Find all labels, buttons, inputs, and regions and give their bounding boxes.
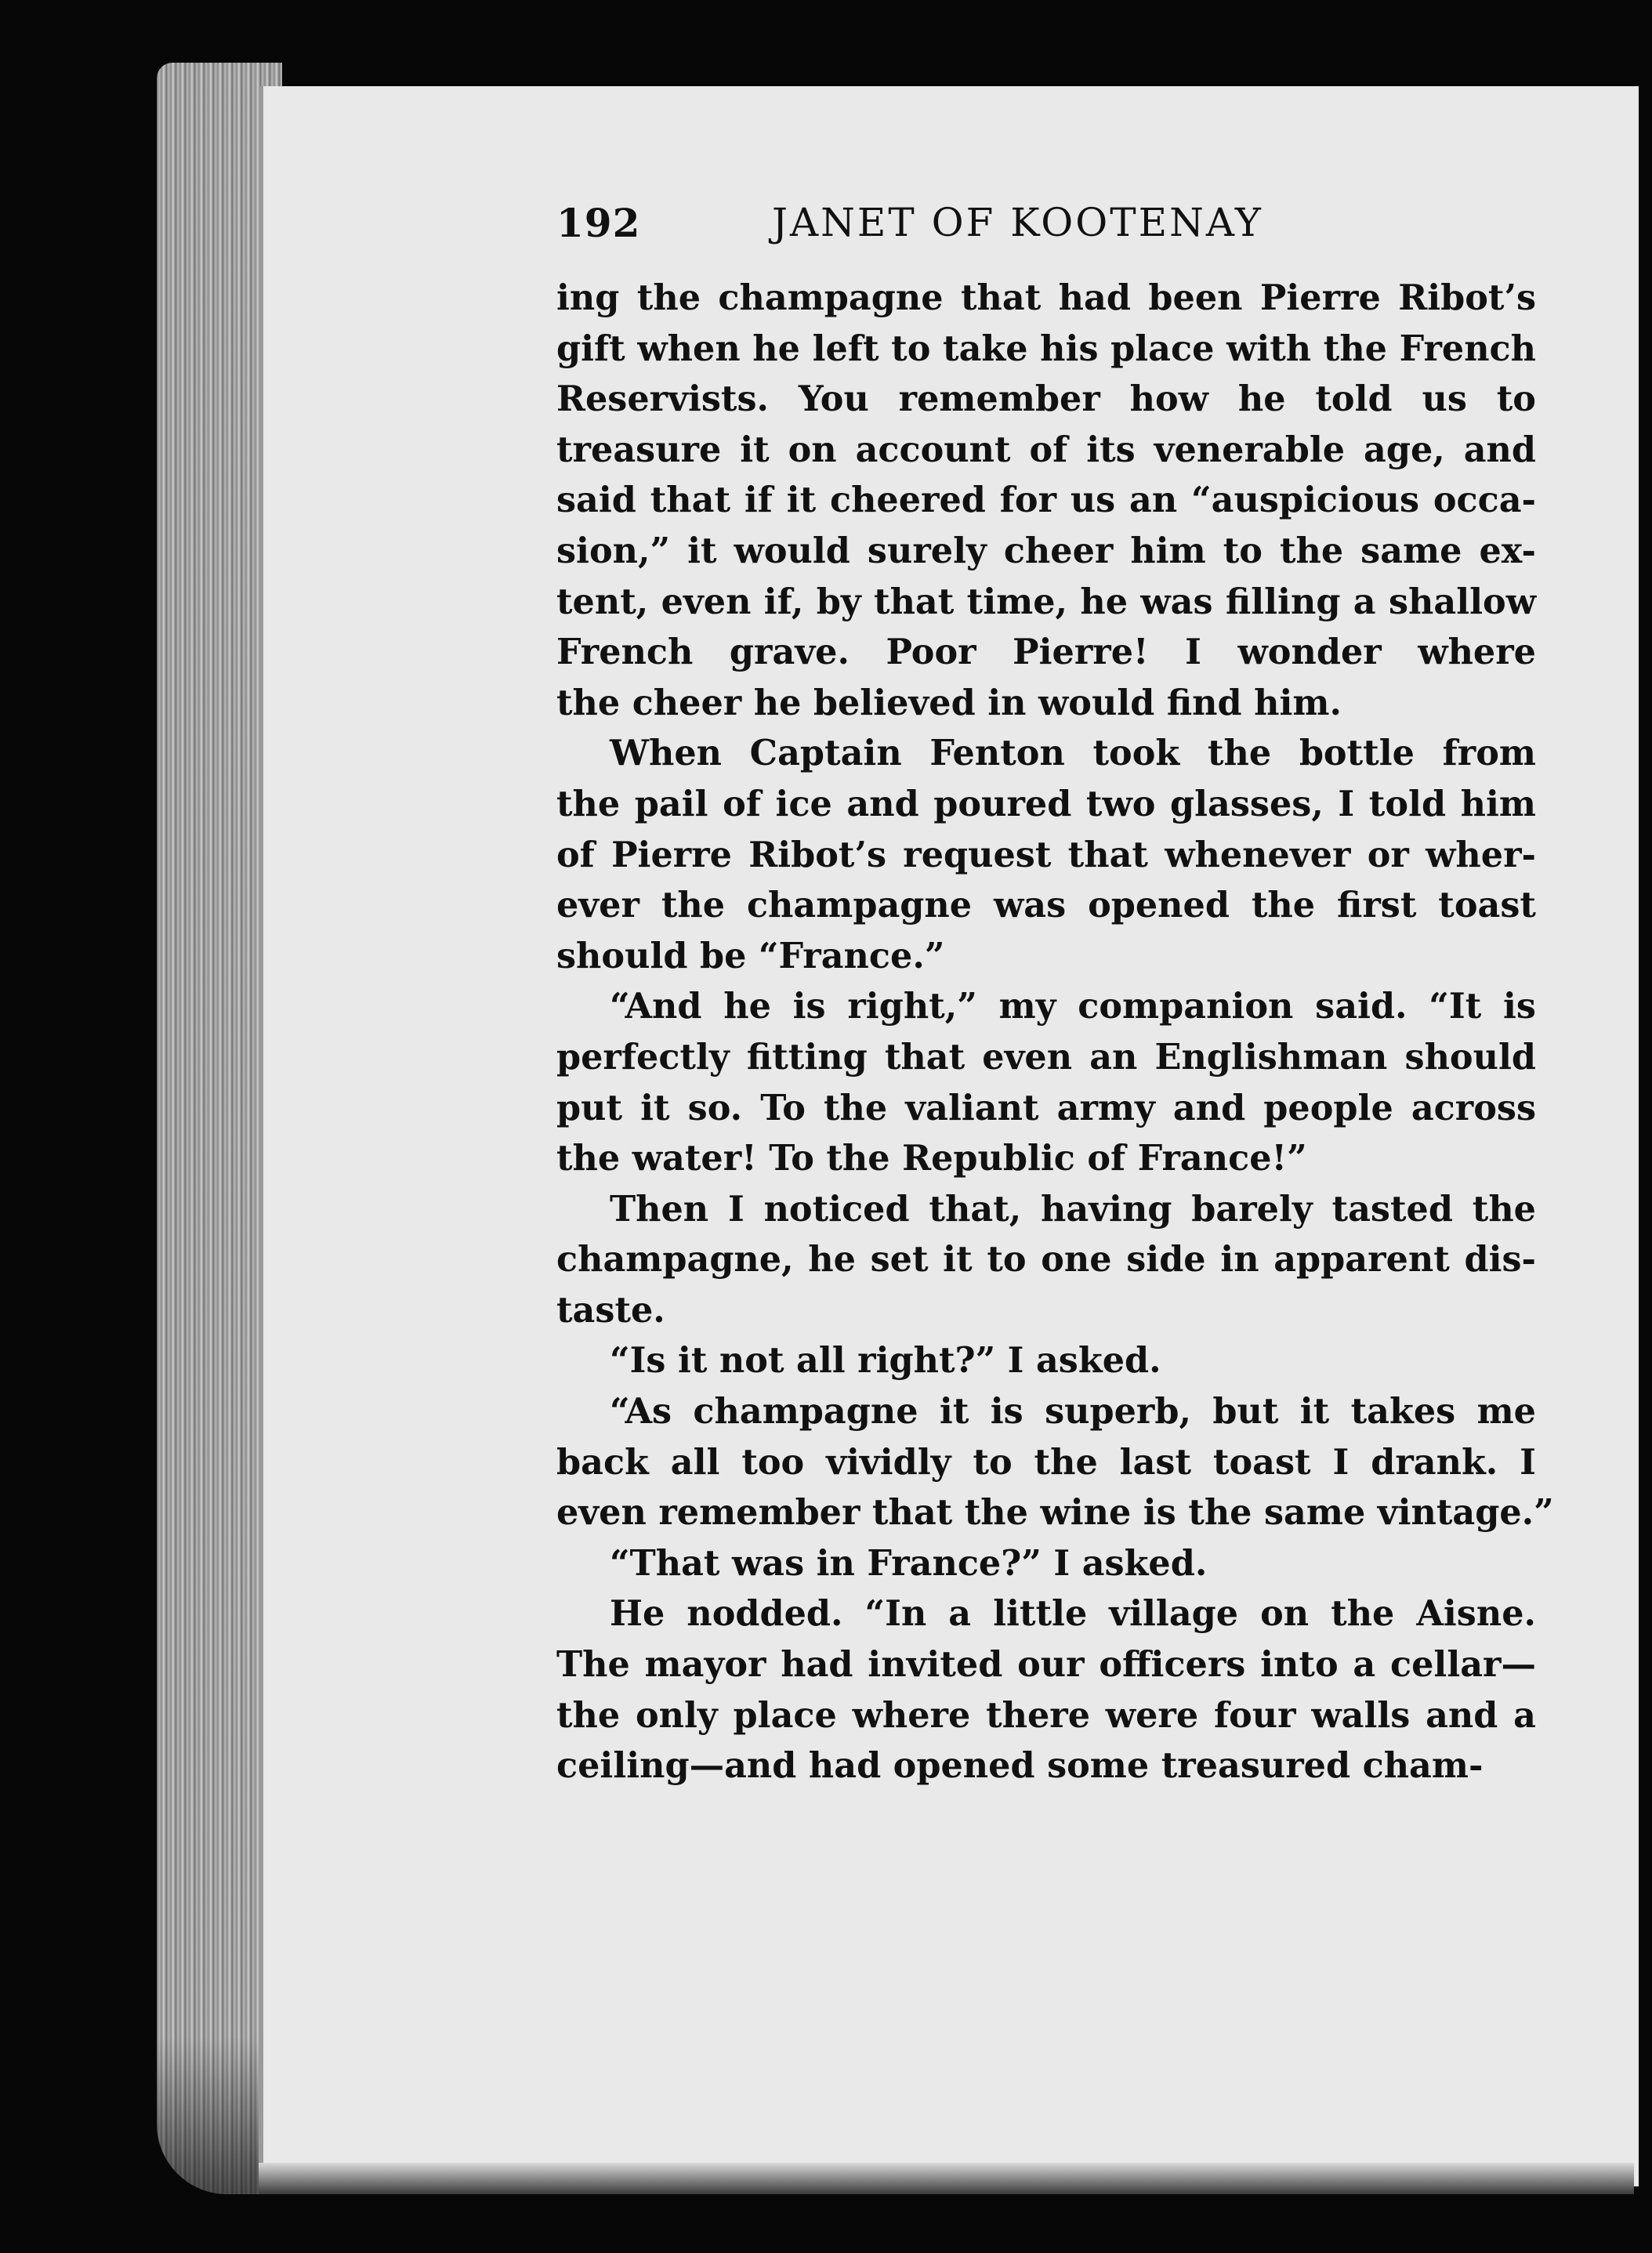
text-line: sion,” it would surely cheer him to the same ex- bbox=[556, 530, 1536, 571]
text-line: ceiling—and had opened some treasured cham- bbox=[556, 1745, 1484, 1787]
paragraph bbox=[556, 273, 1536, 728]
text-line: perfectly fitting that even an Englishman should bbox=[556, 1036, 1536, 1078]
text-line: The mayor had invited our officers into a cellar— bbox=[556, 1644, 1536, 1686]
paragraph bbox=[556, 1386, 1554, 1538]
text-line: of Pierre Ribot’s request that whenever or wher- bbox=[556, 834, 1536, 875]
text-line: “As champagne it is superb, but it takes me bbox=[610, 1391, 1536, 1433]
text-line: “And he is right,” my companion said. “It is bbox=[610, 986, 1536, 1027]
paragraph bbox=[556, 1588, 1536, 1791]
text-line: champagne, he set it to one side in apparent dis- bbox=[556, 1239, 1536, 1280]
text-line: treasure it on account of its venerable age, and bbox=[556, 429, 1536, 470]
page-bottom-shadow bbox=[259, 2163, 1634, 2194]
text-line: “Is it not all right?” I asked. bbox=[610, 1340, 1161, 1382]
text-line: the pail of ice and poured two glasses, I told him bbox=[556, 783, 1536, 824]
paragraph bbox=[556, 1538, 1536, 1589]
paragraph bbox=[556, 1184, 1536, 1336]
text-line: ing the champagne that had been Pierre Ribot’s bbox=[556, 277, 1536, 318]
paragraph bbox=[556, 728, 1536, 981]
text-line: French grave. Poor Pierre! I wonder where bbox=[556, 632, 1536, 673]
text-line: the cheer he believed in would find him. bbox=[556, 682, 1342, 723]
text-line: He nodded. “In a little village on the Aisne. bbox=[610, 1593, 1536, 1635]
running-header bbox=[556, 200, 1536, 255]
text-line: gift when he left to take his place with the French bbox=[556, 328, 1536, 369]
text-line: “That was in France?” I asked. bbox=[610, 1542, 1208, 1584]
paragraph bbox=[556, 1335, 1536, 1386]
running-title: JANET OF KOOTENAY bbox=[772, 200, 1263, 245]
page-number: 192 bbox=[556, 200, 641, 246]
text-line: taste. bbox=[556, 1289, 665, 1331]
text-line: ever the champagne was opened the first toast bbox=[556, 885, 1536, 926]
text-line: When Captain Fenton took the bottle from bbox=[610, 733, 1536, 774]
text-line: back all too vividly to the last toast I drank. I bbox=[556, 1441, 1536, 1483]
text-line: tent, even if, by that time, he was filling a shallow bbox=[556, 581, 1536, 622]
text-line: Then I noticed that, having barely tasted the bbox=[610, 1188, 1536, 1230]
text-line: said that if it cheered for us an “auspicious occa- bbox=[556, 480, 1536, 521]
text-line: the only place where there were four walls and a bbox=[556, 1694, 1536, 1736]
body-text bbox=[556, 273, 1554, 1791]
text-line: the water! To the Republic of France!” bbox=[556, 1138, 1307, 1179]
text-line: put it so. To the valiant army and people across bbox=[556, 1087, 1536, 1128]
text-line: even remember that the wine is the same vintage.” bbox=[556, 1492, 1554, 1534]
paragraph bbox=[556, 981, 1536, 1183]
text-line: Reservists. You remember how he told us to bbox=[556, 379, 1536, 420]
text-line: should be “France.” bbox=[556, 935, 945, 976]
